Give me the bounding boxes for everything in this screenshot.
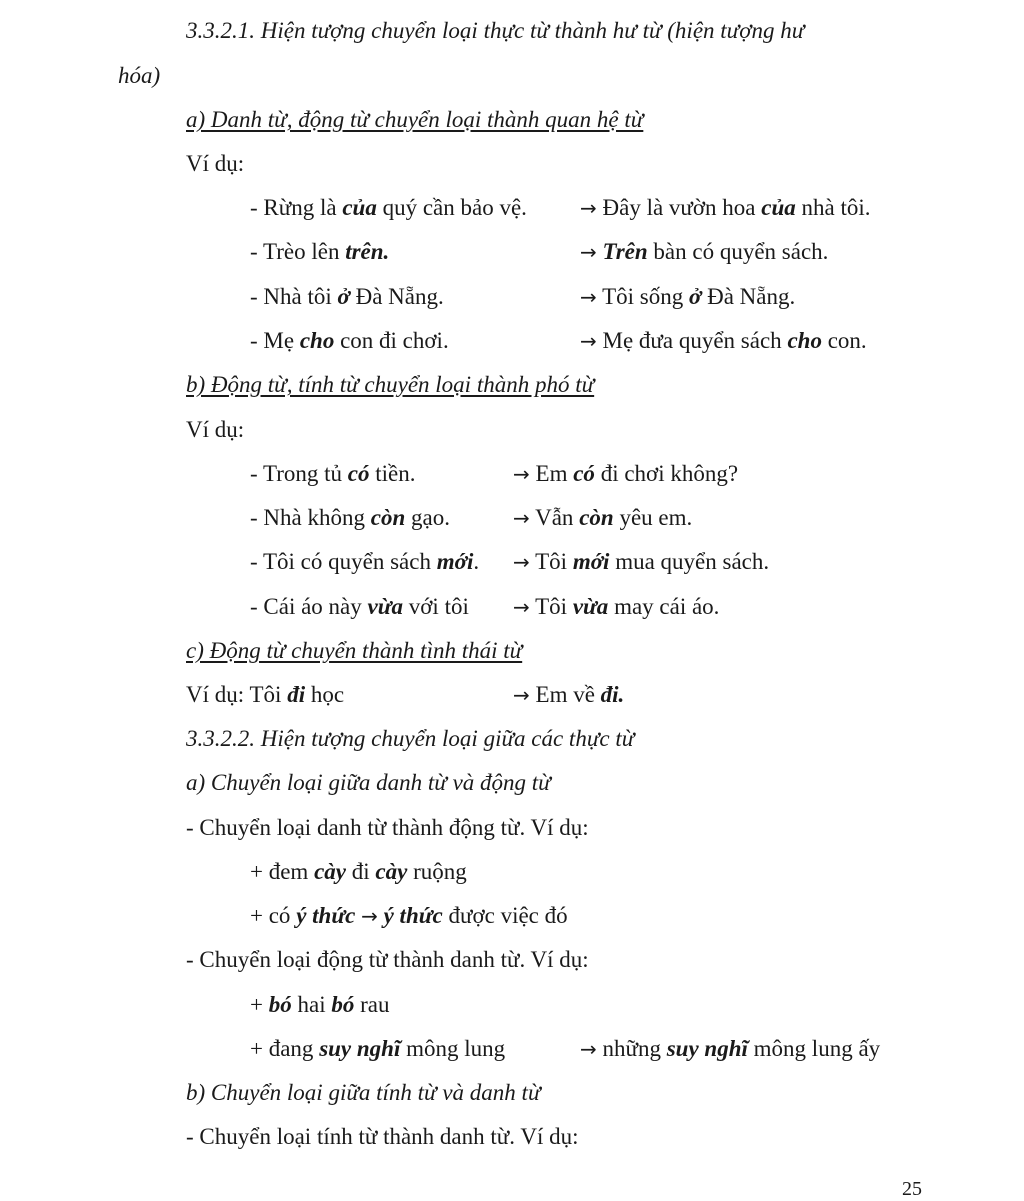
example-right: → Em có đi chơi không?: [513, 461, 739, 486]
arrow-icon: →: [580, 1037, 597, 1061]
list-item: + đang suy nghĩ mông lung: [250, 1036, 506, 1061]
example-left: - Nhà tôi ở Đà Nẵng.: [250, 284, 444, 309]
example-right: → những suy nghĩ mông lung ấy: [580, 1036, 881, 1061]
noun-to-verb-intro: - Chuyển loại danh từ thành động từ. Ví dụ:: [186, 815, 589, 840]
arrow-icon: →: [513, 462, 530, 486]
subheading-b: b) Động từ, tính từ chuyển loại thành phó từ: [186, 372, 595, 397]
arrow-icon: →: [580, 285, 597, 309]
example-left: - Rừng là của quý cần bảo vệ.: [250, 195, 527, 220]
example-label: Ví dụ:: [186, 151, 245, 176]
example-left: - Tôi có quyển sách mới.: [250, 549, 480, 574]
example-right: → Tôi mới mua quyển sách.: [513, 549, 770, 574]
example-right: → Đây là vườn hoa của nhà tôi.: [580, 195, 871, 220]
arrow-icon: →: [513, 506, 530, 530]
example-left: - Trèo lên trên.: [250, 239, 390, 264]
example-right: → Mẹ đưa quyển sách cho con.: [580, 328, 867, 353]
arrow-icon: →: [513, 683, 530, 707]
arrow-icon: →: [513, 550, 530, 574]
section-3321-title-line1: 3.3.2.1. Hiện tượng chuyển loại thực từ thành hư từ (hiện tượng hư: [186, 18, 805, 43]
list-item: + có ý thức → ý thức được việc đó: [250, 903, 568, 928]
example-right: → Vẫn còn yêu em.: [513, 505, 693, 530]
example-label: Ví dụ:: [186, 417, 245, 442]
example-right: → Tôi vừa may cái áo.: [513, 594, 720, 619]
example-right: → Tôi sống ở Đà Nẵng.: [580, 284, 796, 309]
example-left: Ví dụ: Tôi đi học: [186, 682, 345, 707]
example-left: - Mẹ cho con đi chơi.: [250, 328, 449, 353]
example-left: - Cái áo này vừa với tôi: [250, 594, 469, 619]
subheading-a: a) Danh từ, động từ chuyển loại thành quan hệ từ: [186, 107, 644, 132]
arrow-icon: →: [513, 595, 530, 619]
arrow-icon: →: [361, 904, 378, 928]
arrow-icon: →: [580, 196, 597, 220]
verb-to-noun-intro: - Chuyển loại động từ thành danh từ. Ví dụ:: [186, 947, 589, 972]
list-item: + đem cày đi cày ruộng: [250, 859, 467, 884]
example-left: - Nhà không còn gạo.: [250, 505, 450, 530]
subheading-3322-a: a) Chuyển loại giữa danh từ và động từ: [186, 770, 551, 795]
section-3321-title-line2: hóa): [118, 63, 161, 88]
arrow-icon: →: [580, 240, 597, 264]
subheading-3322-b: b) Chuyển loại giữa tính từ và danh từ: [186, 1080, 541, 1105]
example-left: - Trong tủ có tiền.: [250, 461, 416, 486]
arrow-icon: →: [580, 329, 597, 353]
list-item: + bó hai bó rau: [250, 992, 390, 1017]
page-number: 25: [902, 1178, 922, 1200]
adj-to-noun-intro: - Chuyển loại tính từ thành danh từ. Ví dụ:: [186, 1124, 579, 1149]
example-right: → Em về đi.: [513, 682, 625, 707]
example-right: → Trên bàn có quyển sách.: [580, 239, 829, 264]
subheading-c: c) Động từ chuyển thành tình thái từ: [186, 638, 523, 663]
section-3322-title: 3.3.2.2. Hiện tượng chuyển loại giữa các thực từ: [186, 726, 635, 751]
